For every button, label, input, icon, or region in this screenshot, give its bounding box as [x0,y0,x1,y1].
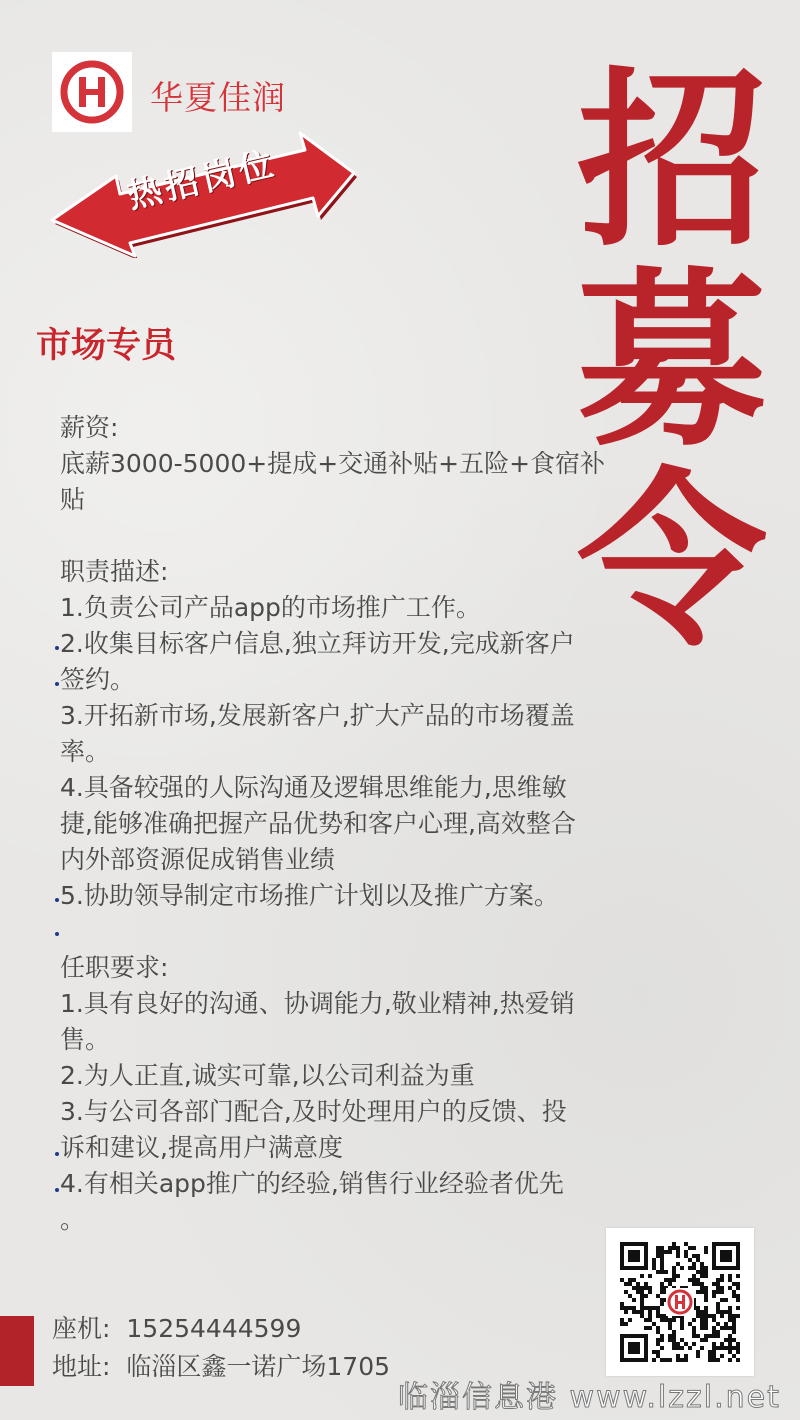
duties-label: 职责描述: [60,557,169,586]
title-char: 招 [576,51,767,272]
address-row [52,1348,390,1386]
requirement-line: 1.具有良好的沟通、协调能力,敬业精神,热爱销 [60,989,575,1018]
requirement-line: 2.为人正直,诚实可靠,以公司利益为重 [60,1061,475,1090]
phone-number: 15254444599 [126,1314,302,1343]
accent-block [0,1316,34,1386]
title-char: 募 [576,251,767,472]
salary-text: 贴 [60,485,86,514]
company-logo [52,52,132,132]
bullet-dot [55,932,59,936]
banner-text: 热招岗位 [123,143,281,217]
address-label: 地址: [52,1352,111,1381]
address-text: 临淄区鑫一诺广场1705 [126,1352,391,1381]
requirement-line: 售。 [60,1025,111,1054]
bullet-dot [55,1188,59,1192]
requirements-label: 任职要求: [60,953,169,982]
salary-text: 底薪3000-5000+提成+交通补贴+五险+食宿补 [60,449,606,478]
bullet-dot [55,682,59,686]
qr-code [606,1228,754,1376]
job-title: 市场专员 [36,326,177,366]
brand-name: 华夏佳润 [150,78,286,117]
logo-icon [59,59,125,125]
duty-line: 签约。 [60,665,136,694]
watermark: 临淄信息港 www.lzzl.net [398,1380,781,1415]
job-description [60,410,620,1238]
duty-line: 1.负责公司产品app的市场推广工作。 [60,593,481,622]
duty-line: 2.收集目标客户信息,独立拜访开发,完成新客户 [60,629,575,658]
bullet-dot [55,646,59,650]
duty-line: 5.协助领导制定市场推广计划以及推广方案。 [60,881,559,910]
bullet-dot [55,898,59,902]
salary-label: 薪资: [60,413,119,442]
requirement-line: 。 [60,1205,86,1234]
requirement-line: 4.有相关app推广的经验,销售行业经验者优先 [60,1169,564,1198]
duty-line: 4.具备较强的人际沟通及逻辑思维能力,思维敏 [60,773,567,802]
bullet-dot [55,1152,59,1156]
phone-row [52,1310,390,1348]
title-char: 令 [576,451,767,672]
duty-line: 3.开拓新市场,发展新客户,扩大产品的市场覆盖 [60,701,575,730]
contact-info [52,1310,390,1386]
duty-line: 率。 [60,737,111,766]
duty-line: 捷,能够准确把握产品优势和客户心理,高效整合 [60,809,576,838]
requirement-line: 诉和建议,提高用户满意度 [60,1133,343,1162]
requirement-line: 3.与公司各部门配合,及时处理用户的反馈、投 [60,1097,567,1126]
phone-label: 座机: [52,1314,111,1343]
qr-code-icon [620,1242,740,1362]
duty-line: 内外部资源促成销售业绩 [60,845,336,874]
